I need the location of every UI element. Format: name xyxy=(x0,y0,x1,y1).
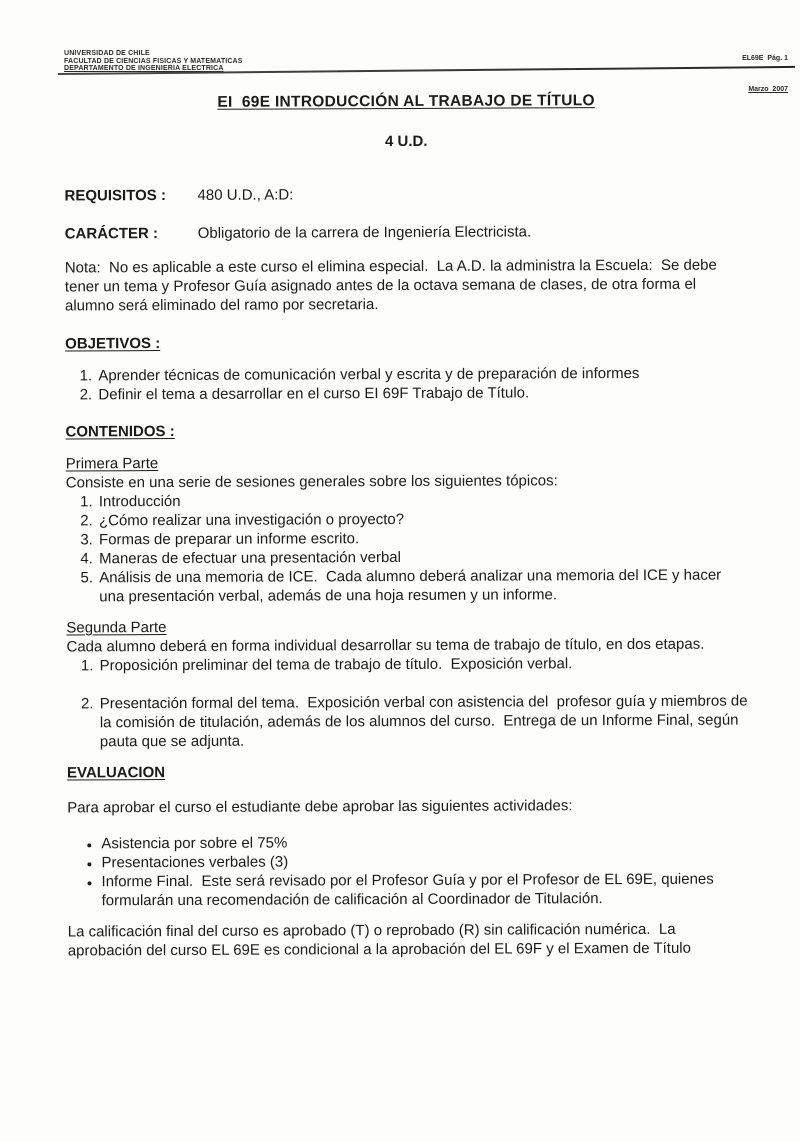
institution-block xyxy=(64,50,243,73)
caracter-value: Obligatorio de la carrera de Ingeniería Electricista. xyxy=(197,223,532,242)
requisitos-value: 480 U.D., A:D: xyxy=(197,186,294,204)
course-code-page-number: EL69E Pág. 1 xyxy=(742,55,788,62)
evaluacion-bullet-list xyxy=(67,831,751,910)
primera-item: 2. ¿Cómo realizar una investigación o proyecto? xyxy=(97,508,750,530)
evaluacion-bullet: • Asistencia por sobre el 75% xyxy=(101,831,751,853)
credit-units: 4 U.D. xyxy=(384,132,428,151)
primera-parte-list xyxy=(66,489,750,606)
scan-artifact-dot: . xyxy=(338,64,341,74)
caracter-label: CARÁCTER : xyxy=(64,225,159,243)
segunda-item: 2. Presentación formal del tema. Exposición verbal con asistencia del profesor guía y miembros de la comisión de titulación, además de los alumnos del curso. Entrega de un Informe Final, según pauta que se adjunta. xyxy=(98,691,751,751)
primera-item: 5. Análisis de una memoria de ICE. Cada alumno deberá analizar una memoria del ICE y hacer una presentación verbal, además de una hoja resumen y un informe. xyxy=(97,565,750,606)
closing-paragraph: La calificación final del curso es aprobado (T) o reprobado (R) sin calificación numérica. La aprobación del curso EL 69E es condicional a la aprobación del EL 69F y el Examen de Título xyxy=(67,920,692,960)
primera-item: 3. Formas de preparar un informe escrito. xyxy=(97,527,750,549)
objetivos-list xyxy=(65,363,749,404)
document-body xyxy=(0,76,800,960)
institution-line-2: FACULTAD DE CIENCIAS FISICAS Y MATEMATICAS xyxy=(64,57,243,65)
caracter-row xyxy=(65,221,749,243)
evaluacion-intro: Para aprobar el curso el estudiante debe aprobar las siguientes actividades: xyxy=(67,797,573,817)
institution-line-1: UNIVERSIDAD DE CHILE xyxy=(64,50,150,57)
primera-item: 1. Introducción xyxy=(97,489,750,511)
segunda-parte-subheading: Segunda Parte xyxy=(66,619,167,637)
document-title: EI 69E INTRODUCCIÓN AL TRABAJO DE TÍTULO xyxy=(217,92,595,111)
primera-parte-intro: Consiste en una serie de sesiones generales sobre los siguientes tópicos: xyxy=(65,472,558,492)
requisitos-label: REQUISITOS : xyxy=(64,187,166,205)
document-date: Marzo 2007 xyxy=(748,86,788,93)
primera-parte-subheading: Primera Parte xyxy=(65,455,159,473)
segunda-parte-list xyxy=(67,653,751,751)
primera-item: 4. Maneras de efectuar una presentación verbal xyxy=(97,546,750,568)
evaluacion-bullet: • Informe Final. Este será revisado por el Profesor Guía y por el Profesor de EL 69E, quienes formularán una recomendación de calificación al Coordinador de Titulación. xyxy=(101,869,751,910)
page-header xyxy=(0,0,800,93)
segunda-item: 1. Proposición preliminar del tema de trabajo de título. Exposición verbal. xyxy=(98,653,751,675)
institution-line-3: DEPARTAMENTO DE INGENIERIA ELECTRICA xyxy=(64,65,224,73)
segunda-parte-intro: Cada alumno deberá en forma individual desarrollar su tema de trabajo de título, en dos etapas. xyxy=(66,635,705,656)
objetivos-item: 1. Aprender técnicas de comunicación verbal y escrita y de preparación de informes xyxy=(96,363,749,385)
requisitos-row xyxy=(64,183,748,205)
evaluacion-bullet: • Presentaciones verbales (3) xyxy=(101,850,751,872)
objetivos-heading: OBJETIVOS : xyxy=(65,335,161,353)
contenidos-heading: CONTENIDOS : xyxy=(65,422,175,441)
nota-paragraph: Nota: No es aplicable a este curso el elimina especial. La A.D. la administra la Escuela: Se debe tener un tema y Profesor Guía asignado antes de la octava semana de clases, de otra forma el alumno será eliminado del ramo por secretaria. xyxy=(64,256,722,315)
objetivos-item: 2. Definir el tema a desarrollar en el curso EI 69F Trabajo de Título. xyxy=(96,382,749,404)
evaluacion-heading: EVALUACION xyxy=(66,764,166,782)
